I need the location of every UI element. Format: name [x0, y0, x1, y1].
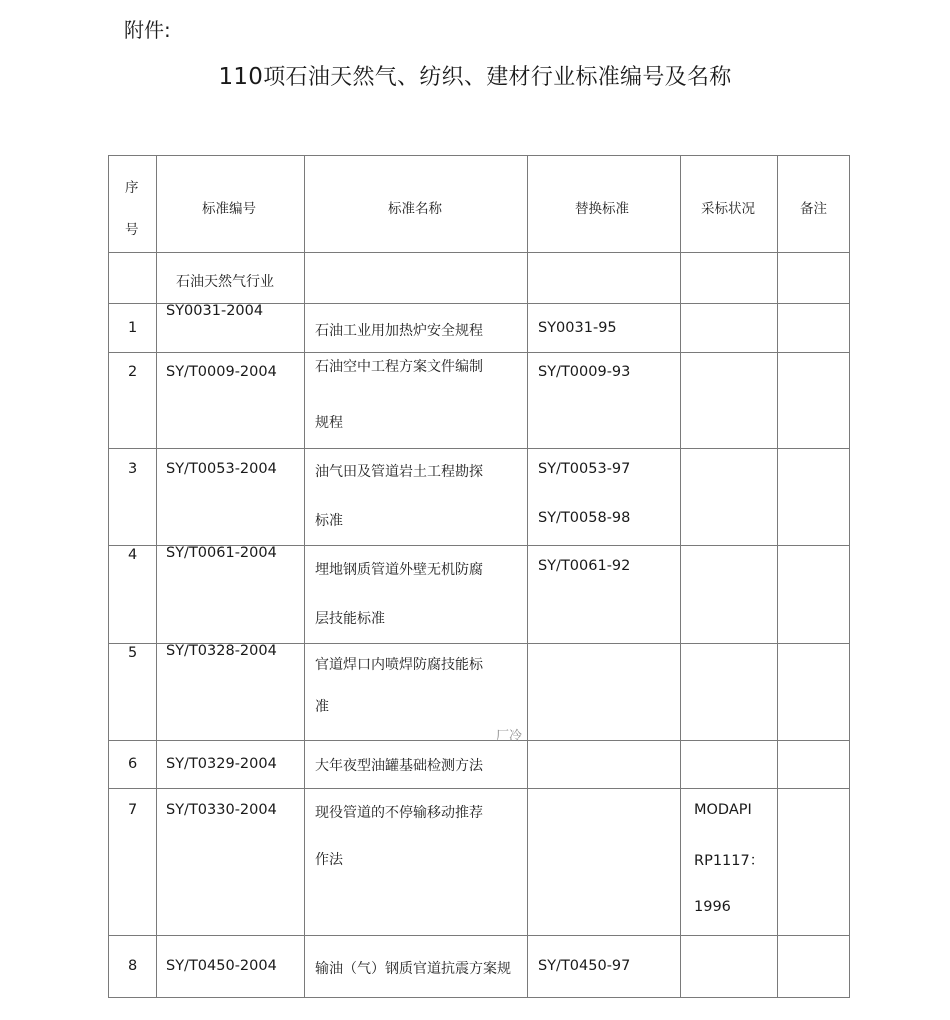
header-name: 标准名称 — [388, 201, 442, 217]
row-4-seq: 4 — [128, 547, 138, 563]
row-1-name-line1: 石油工业用加热炉安全规程 — [315, 323, 483, 339]
header-adopt: 采标状况 — [701, 201, 755, 217]
row-4-name-line1: 埋地钢质管道外壁无机防腐 — [315, 562, 483, 578]
header-note: 备注 — [800, 201, 827, 217]
row-6-name-line1: 大年夜型油罐基础检测方法 — [315, 758, 483, 774]
row-3-name-line1: 油气田及管道岩土工程勘探 — [315, 464, 483, 480]
row-6-code: SY/T0329-2004 — [166, 756, 277, 772]
row-7-adopt-line1: MODAPI — [694, 802, 752, 818]
row-2-code: SY/T0009-2004 — [166, 364, 277, 380]
row-5-stray-mark: 厂冷 — [496, 729, 523, 744]
title-number: 110 — [218, 64, 264, 90]
row-2-seq: 2 — [128, 364, 138, 380]
row-3-replace-line2: SY/T0058-98 — [538, 510, 631, 526]
row-7-code: SY/T0330-2004 — [166, 802, 277, 818]
header-code: 标准编号 — [202, 201, 256, 217]
section-label: 石油天然气行业 — [176, 274, 274, 290]
row-5-name-line2: 准 — [315, 699, 329, 715]
row-4-code: SY/T0061-2004 — [166, 545, 277, 561]
row-2-name-line2: 规程 — [315, 415, 343, 431]
row-1-replace-line1: SY0031-95 — [538, 320, 617, 336]
row-5-code: SY/T0328-2004 — [166, 643, 277, 659]
row-4-replace-line1: SY/T0061-92 — [538, 558, 631, 574]
row-7-adopt-line2: RP1117： — [694, 853, 765, 869]
row-7-name-line1: 现役管道的不停输移动推荐 — [315, 805, 483, 821]
row-8-code: SY/T0450-2004 — [166, 958, 277, 974]
row-5-name-line1: 官道焊口内喷焊防腐技能标 — [315, 657, 483, 673]
header-replace: 替换标准 — [575, 201, 629, 217]
attachment-label: 附件: — [124, 18, 171, 42]
title-text: 项石油天然气、纺织、建材行业标准编号及名称 — [263, 65, 732, 90]
row-3-name-line2: 标准 — [315, 513, 343, 529]
header-seq-top: 序 — [125, 180, 139, 196]
row-3-seq: 3 — [128, 461, 138, 477]
row-5-seq: 5 — [128, 645, 138, 661]
row-4-name-line2: 层技能标准 — [315, 611, 385, 627]
row-6-seq: 6 — [128, 756, 138, 772]
header-seq-bottom: 号 — [125, 222, 139, 238]
row-7-adopt-line3: 1996 — [694, 899, 731, 915]
row-8-replace-line1: SY/T0450-97 — [538, 958, 631, 974]
row-3-replace-line1: SY/T0053-97 — [538, 461, 631, 477]
standards-table — [108, 155, 850, 998]
document-title — [0, 60, 950, 91]
row-2-name-line1: 石油空中工程方案文件编制 — [315, 359, 483, 375]
row-7-name-line2: 作法 — [315, 852, 343, 868]
row-7-seq: 7 — [128, 802, 138, 818]
row-8-seq: 8 — [128, 958, 138, 974]
row-3-code: SY/T0053-2004 — [166, 461, 277, 477]
row-8-name-line1: 输油（气）钢质官道抗震方案规 — [315, 961, 511, 977]
row-1-seq: 1 — [128, 320, 138, 336]
row-1-code: SY0031-2004 — [166, 303, 264, 319]
row-2-replace-line1: SY/T0009-93 — [538, 364, 631, 380]
